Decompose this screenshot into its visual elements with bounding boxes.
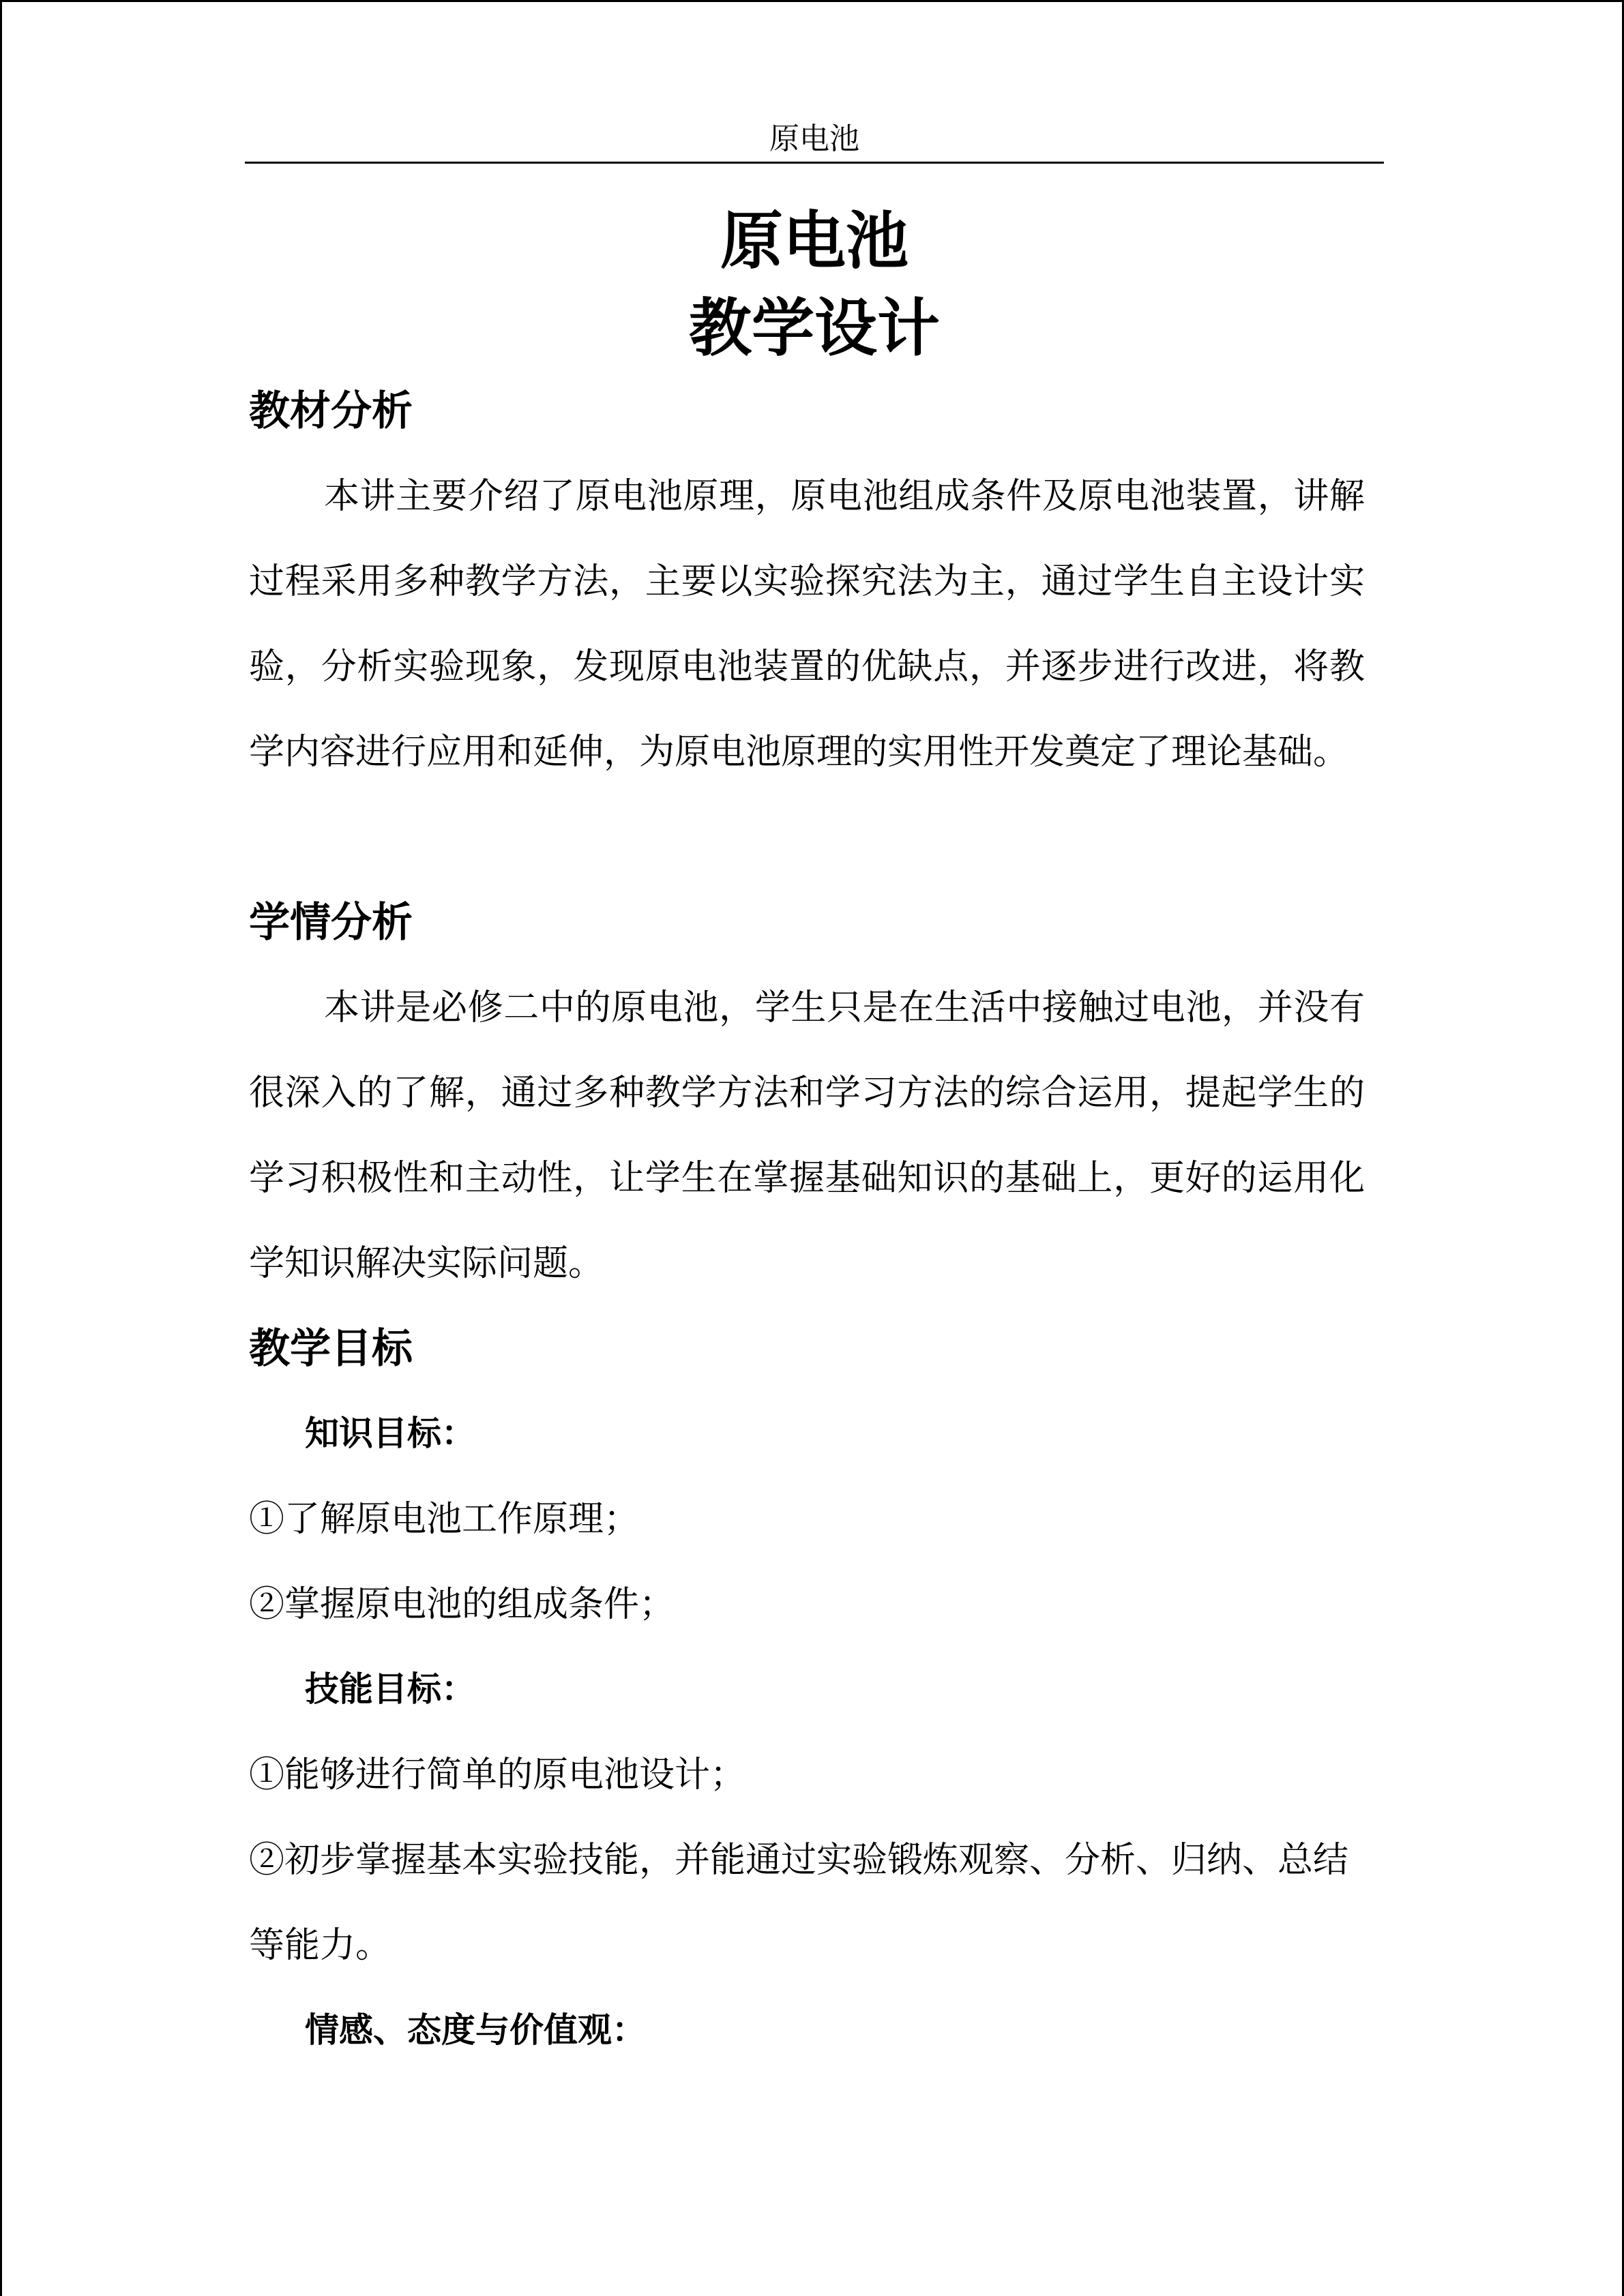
list-item: ①能够进行简单的原电池设计；	[249, 1755, 746, 1795]
document-subtitle: 教学设计	[688, 292, 940, 365]
list-item: ①了解原电池工作原理；	[249, 1499, 640, 1540]
section-paragraph-textbook-analysis: 本讲主要介绍了原电池原理，原电池组成条件及原电池装置，讲解过程采用多种教学方法，主要以实验探究法为主，通过学生自主设计实验，分析实验现象，发现原电池装置的优缺点，并逐步进行改进，将教学内容进行应用和延伸，为原电池原理的实用性开发奠定了理论基础。	[249, 476, 1365, 773]
section-paragraph-student-analysis: 本讲是必修二中的原电池，学生只是在生活中接触过电池，并没有很深入的了解，通过多种教学方法和学习方法的综合运用，提起学生的学习积极性和主动性，让学生在掌握基础知识的基础上，更好的运用化学知识解决实际问题。	[249, 987, 1365, 1284]
list-item: ②初步掌握基本实验技能，并能通过实验锻炼观察、分析、归纳、总结等能力。	[249, 1840, 1349, 1966]
list-item: ②掌握原电池的组成条件；	[249, 1584, 675, 1625]
subheading-skill-goals: 技能目标：	[305, 1669, 475, 1709]
subheading-knowledge-goals: 知识目标：	[305, 1414, 475, 1453]
section-heading-teaching-goals: 教学目标	[249, 1325, 413, 1373]
section-heading-textbook-analysis: 教材分析	[249, 387, 413, 435]
section-heading-student-analysis: 学情分析	[249, 899, 413, 946]
running-header: 原电池	[245, 117, 1384, 164]
subheading-emotion-attitude-values: 情感、态度与价值观：	[305, 2010, 646, 2050]
document-title: 原电池	[720, 205, 909, 278]
